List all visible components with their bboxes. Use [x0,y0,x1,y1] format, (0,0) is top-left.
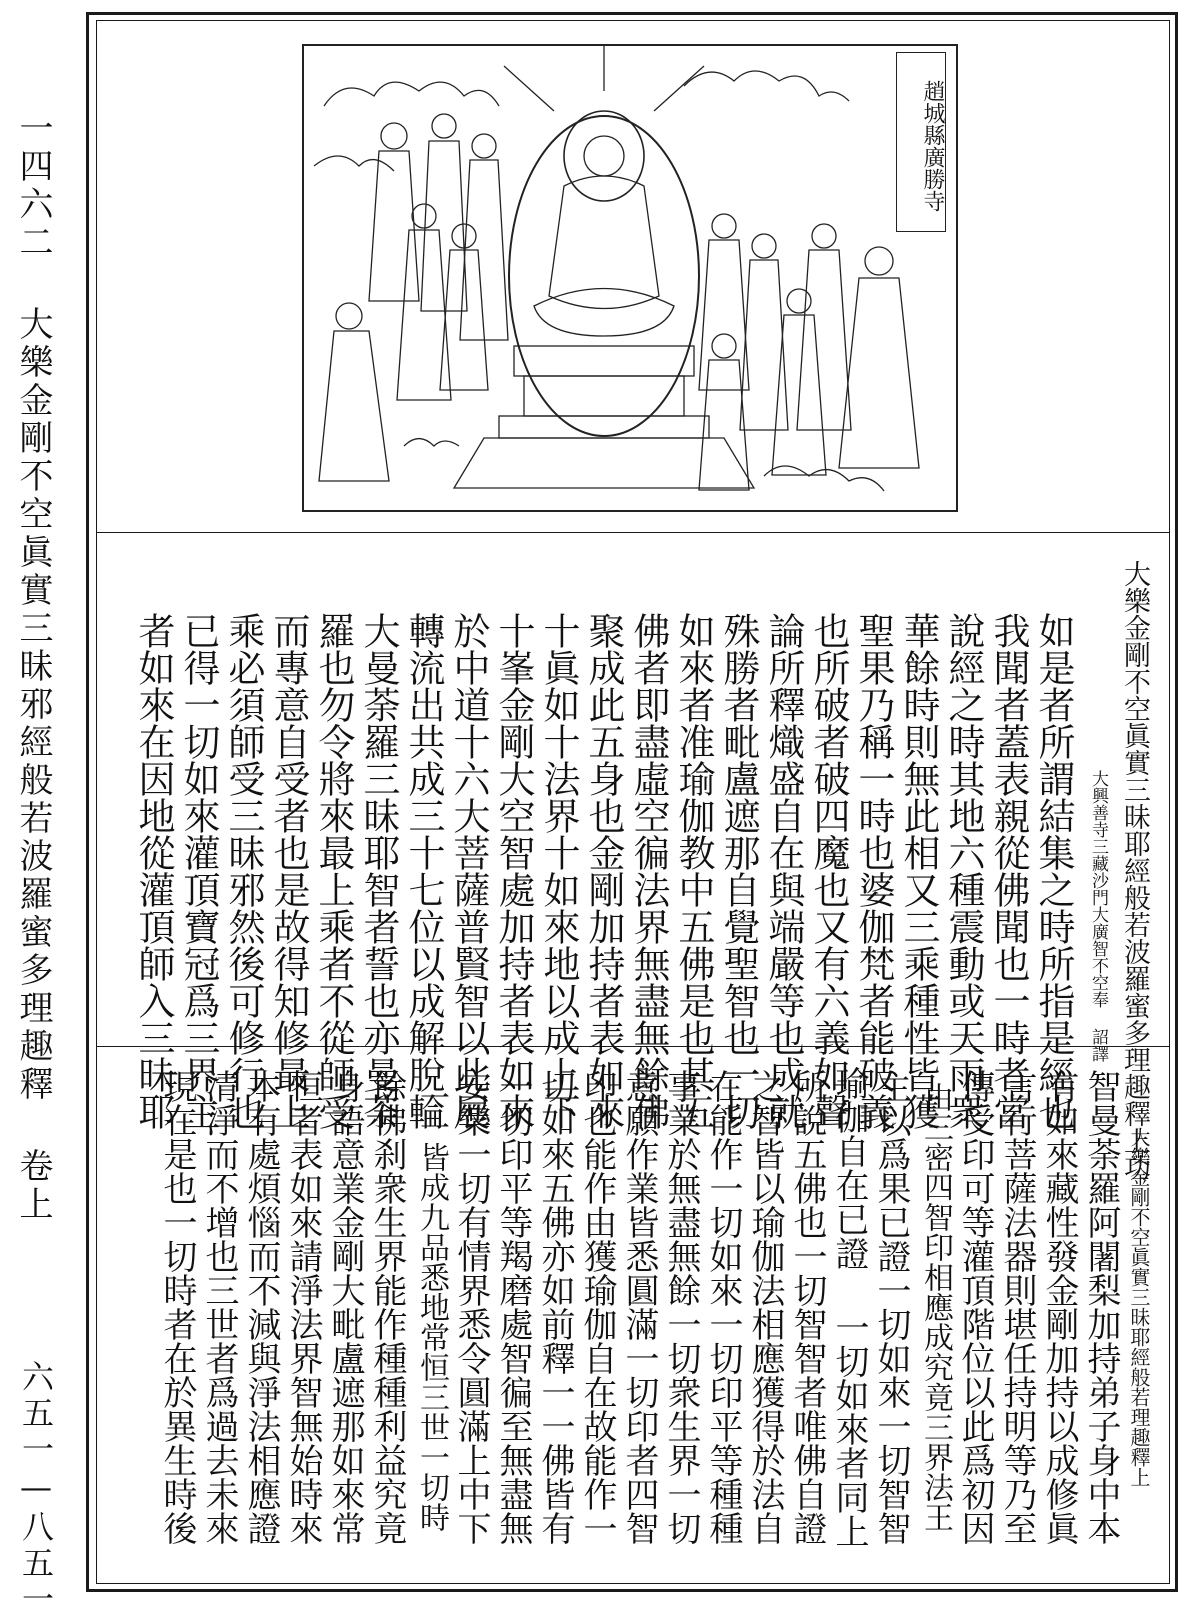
text-column: 十眞如十法界十如來地以成上下 [537,611,580,1130]
text-column: 者如來在因地從灌頂師入三昧耶 [132,611,175,1130]
text-column: 事業於無盡無餘一切衆生界一切 [661,1069,701,1545]
text-column: 清淨而不增也三世者爲過去未來 [199,1069,239,1545]
text-column: 如來者准瑜伽教中五佛是也其五 [672,611,715,1130]
scripture-heading: 大樂金剛不空眞實三昧耶經般若理趣釋上 [1127,1127,1151,1487]
text-column: 聖果乃稱一時也婆伽梵者能破義 [852,611,895,1130]
text-column: 而專意自受者也是故得知修最上 [267,611,310,1130]
text-column: 印也能作由獲瑜伽自在故能作一 [577,1069,617,1545]
text-column: 乘必須師受三昧邪然後可修行也 [222,611,265,1130]
buddha-assembly-drawing [304,46,956,510]
text-column: 已得一切如來灌頂寶冠爲三界主 [177,611,220,1130]
text-column: 本有處煩惱而不減與淨法相應證 [241,1069,281,1545]
text-column: 殊勝者毗盧遮那自覺聖智也一切 [717,611,760,1130]
text-column: 言行菩薩法器則堪任持明等乃至 [997,1069,1037,1545]
text-column: 瑜伽自在已證 一切如來者同上 [829,1066,869,1548]
text-column: 身語意業金剛大毗盧遮那如來常 [325,1069,365,1545]
page-number: 六五一—八五一 [17,1360,55,1618]
text-column: 聚成此五身也金剛加持者表如來 [582,611,625,1130]
text-column: 大曼荼羅三昧耶智者誓也亦曼荼 [357,611,400,1130]
text-column: 主以爲果已證一切如來一切智智 [871,1069,911,1545]
text-column: 一切印平等羯磨處智徧至無盡無 [493,1069,533,1545]
text-column: 一一皆成九品悉地常恒三世一切時 [414,1082,449,1532]
text-column: 如是者所謂結集之時所指是經也 [1032,611,1075,1130]
text-panel-2 [130,1066,1150,1566]
translator-line: 大興善寺三藏沙門大廣智不空奉 詔譯 [1088,769,1108,1062]
woodblock-illustration [302,44,958,512]
text-column: 餘佛刹衆生界能作種種利益究竟 [367,1069,407,1545]
text-column: 現在是也一切時者在於異生時後 [157,1069,197,1545]
section-divider [96,532,1170,533]
temple-label: 趙城縣廣勝寺 [896,52,946,232]
text-column: 說經之時其地六種震動或天雨衆 [942,611,985,1130]
text-column: 羅也勿令將來最上乘者不從師受 [312,611,355,1130]
text-column: 所說五佛也一切智智者唯佛自證 [787,1069,827,1545]
text-column: 我聞者蓋表親從佛聞也一時者當 [987,611,1030,1130]
text-column: 傳受印可等灌頂階位以此爲初因 [955,1069,995,1545]
text-column: 意願作業皆悉圓滿一切印者四智 [619,1069,659,1545]
text-column: 轉流出共成三十七位以成解脫輪 [402,611,445,1130]
scripture-heading: 大樂金剛不空眞實三昧耶經般若波羅蜜多理趣釋上功 [1119,560,1150,1181]
text-column: 安樂一切有情界悉令圓滿上中下 [451,1069,491,1545]
text-column: 由三密四智印相應成究竟三界法王 [918,1082,953,1532]
text-column: 論所釋熾盛自在與端嚴等也成就 [762,611,805,1130]
text-column: 智曼荼羅阿闍梨加持弟子身中本 [1081,1069,1121,1545]
text-column: 於中道十六大菩薩普賢智以此展 [447,611,490,1130]
text-column: 切如來五佛亦如前釋一一佛皆有 [535,1069,575,1545]
book-title-margin: 一四六二 大樂金剛不空眞實三昧邪經般若波羅蜜多理趣釋 卷上 [13,110,53,1224]
text-column: 佛者即盡虛空徧法界無盡無餘佛 [627,611,670,1130]
text-column: 十峯金剛大空智處加持者表如來 [492,611,535,1130]
text-column: 也所破者破四魔也又有六義如聲 [807,611,850,1130]
text-column: 恒者表如來請淨法界智無始時來 [283,1069,323,1545]
text-column: 在能作一切如來一切印平等種種 [703,1069,743,1545]
text-column: 有如來藏性發金剛加持以成修眞 [1039,1069,1079,1545]
text-column: 華餘時則無此相又三乘種性皆獲 [897,611,940,1130]
text-panel-1 [130,560,1150,1181]
text-columns [154,1066,1150,1548]
text-column: 之智皆以瑜伽法相應獲得於法自 [745,1069,785,1545]
